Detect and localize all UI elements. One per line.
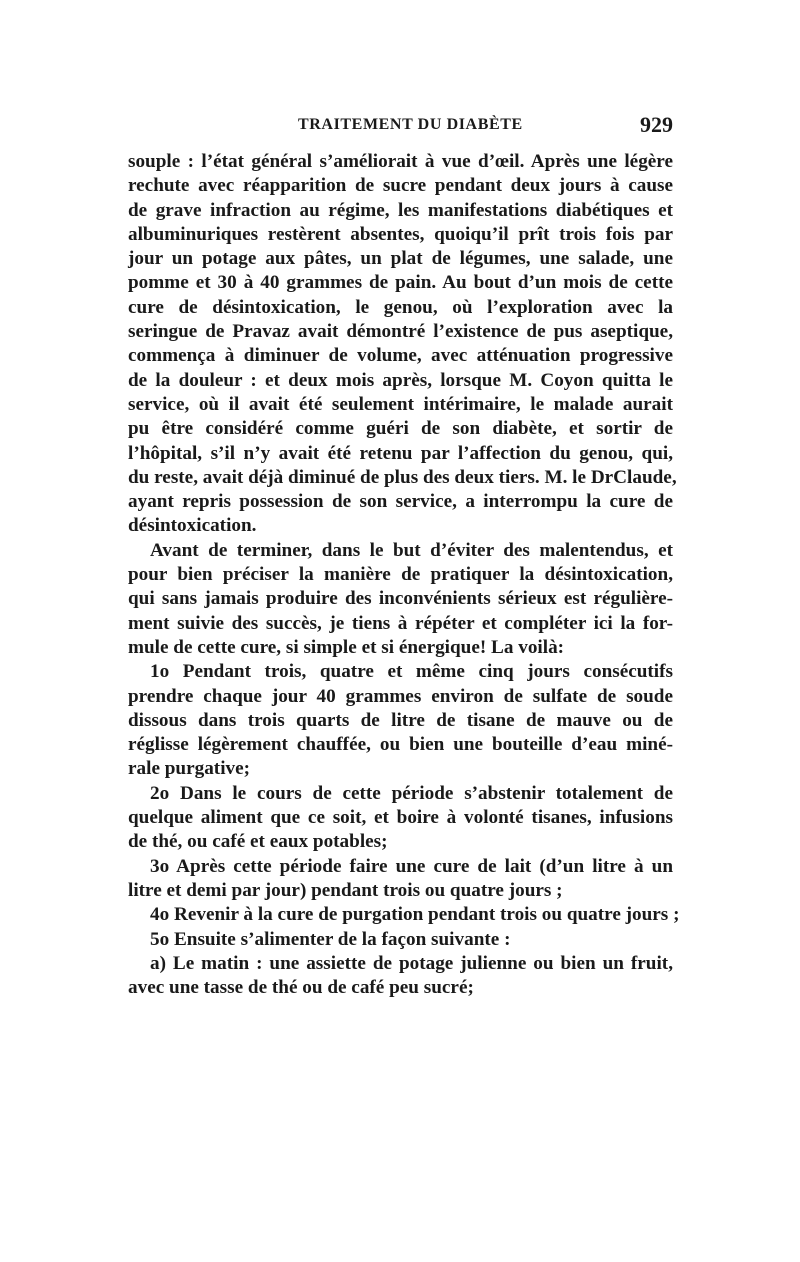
- text-line: Avant de terminer, dans le but d’éviter des malentendus, et: [150, 539, 673, 561]
- text-line: albuminuriques restèrent absentes, quoiqu’il prît trois fois par: [128, 223, 673, 245]
- text-line: souple : l’état général s’améliorait à vue d’œil. Après une légère: [128, 151, 673, 172]
- text-line: commença à diminuer de volume, avec atténuation progressive: [128, 345, 673, 367]
- text-line: l’hôpital, s’il n’y avait été retenu par l’affection du genou, qui,: [128, 442, 673, 464]
- text-line: service, où il avait été seulement intérimaire, le malade aurait: [128, 393, 673, 415]
- text-line: pour bien préciser la manière de pratiquer la désintoxication,: [128, 564, 673, 586]
- text-line: quelque aliment que ce soit, et boire à volonté tisanes, infusions: [128, 807, 673, 829]
- text-line: 5o Ensuite s’alimenter de la façon suivante :: [150, 928, 511, 950]
- text-line: seringue de Pravaz avait démontré l’existence de pus aseptique,: [128, 321, 673, 343]
- text-line: mule de cette cure, si simple et si énergique! La voilà:: [128, 636, 565, 658]
- text-line: cure de désintoxication, le genou, où l’exploration avec la: [128, 296, 673, 318]
- text-line: ment suivie des succès, je tiens à répéter et compléter ici la for-: [128, 612, 673, 634]
- text-line: 3o Après cette période faire une cure de lait (d’un litre à un: [150, 855, 673, 877]
- text-line: de thé, ou café et eaux potables;: [128, 831, 388, 853]
- text-line: avec une tasse de thé ou de café peu sucré;: [128, 977, 474, 999]
- text-line: litre et demi par jour) pendant trois ou quatre jours ;: [128, 879, 563, 901]
- text-line: prendre chaque jour 40 grammes environ de sulfate de soude: [128, 685, 673, 707]
- text-line: 2o Dans le cours de cette période s’abstenir totalement de: [150, 782, 673, 804]
- text-line: pomme et 30 à 40 grammes de pain. Au bout d’un mois de cette: [128, 272, 673, 294]
- text-line: dissous dans trois quarts de litre de tisane de mauve ou de: [128, 709, 673, 731]
- text-line: 1o Pendant trois, quatre et même cinq jours consécutifs: [150, 661, 673, 683]
- running-title: TRAITEMENT DU DIABÈTE: [298, 116, 523, 133]
- body-text: [128, 150, 680, 1000]
- text-line: jour un potage aux pâtes, un plat de légumes, une salade, une: [128, 248, 673, 270]
- page-header: [128, 114, 673, 144]
- text-line: rale purgative;: [128, 758, 251, 780]
- text-line: du reste, avait déjà diminué de plus des deux tiers. M. le DrClaude,: [128, 466, 677, 488]
- page-number: 929: [640, 112, 673, 137]
- text-line: qui sans jamais produire des inconvénients sérieux est régulière-: [128, 588, 673, 610]
- text-line: désintoxication.: [128, 515, 257, 537]
- text-line: rechute avec réapparition de sucre pendant deux jours à cause: [128, 175, 673, 197]
- text-line: a) Le matin : une assiette de potage julienne ou bien un fruit,: [150, 952, 673, 974]
- text-line: réglisse légèrement chauffée, ou bien une bouteille d’eau miné-: [128, 734, 673, 756]
- text-line: 4o Revenir à la cure de purgation pendant trois ou quatre jours ;: [150, 904, 680, 926]
- text-line: de la douleur : et deux mois après, lorsque M. Coyon quitta le: [128, 369, 673, 391]
- text-line: ayant repris possession de son service, a interrompu la cure de: [128, 491, 673, 513]
- text-line: de grave infraction au régime, les manifestations diabétiques et: [128, 199, 673, 221]
- text-line: pu être considéré comme guéri de son diabète, et sortir de: [128, 418, 673, 440]
